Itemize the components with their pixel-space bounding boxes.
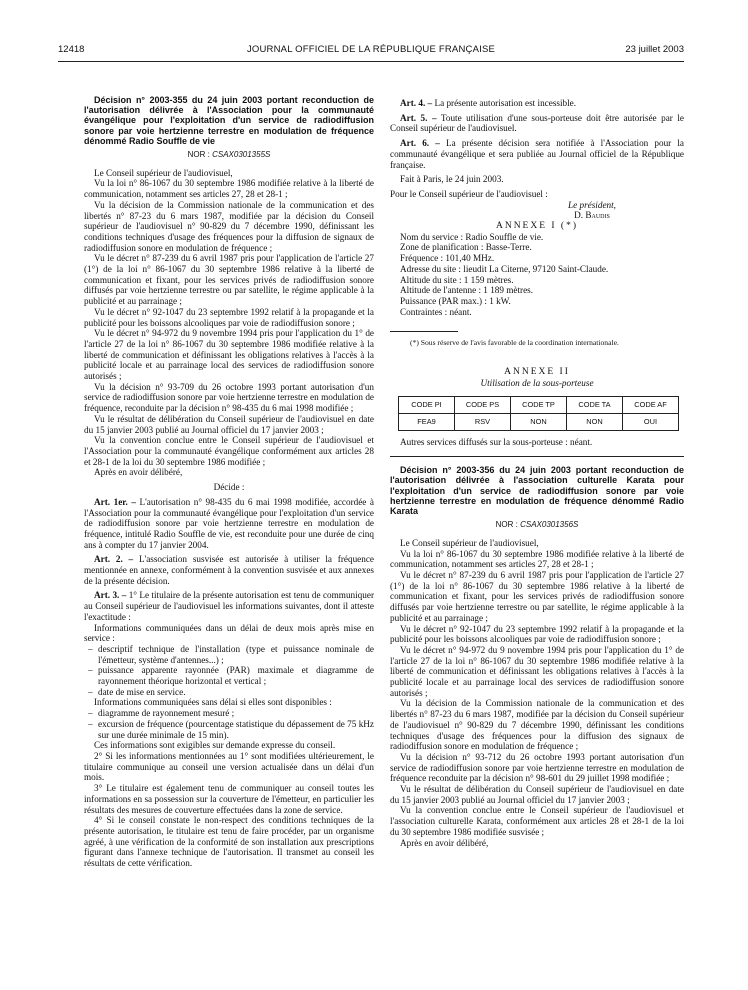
table-header-cell: CODE PI xyxy=(399,397,455,414)
paragraph: 4° Si le conseil constate le non-respect des conditions techniques de la présente autorisation, le titulaire est tenu de faire procéder, par un organisme agréé, à une vérification de la conformité de son installation aux prescriptions figurant dans l'annexe technique de l'autorisation. Il transmet au conseil les résultats de cette vérification. xyxy=(84,815,374,869)
right-column xyxy=(390,98,684,848)
paragraph: Vu le décret n° 87-239 du 6 avril 1987 pris pour l'application de l'article 27 (1°) de la loi n° 86-1067 du 30 septembre 1986 relative à la liberté de communication et fixant, pour les services privés de radiodiffusion sonore diffusés par voie hertzienne terrestre ou par satellite, le régime applicable à la publicité et au parrainage ; xyxy=(84,253,374,307)
done-at: Fait à Paris, le 24 juin 2003. xyxy=(400,174,504,185)
paragraph: Vu la décision de la Commission nationale de la communication et des libertés n° 87-23 du 6 mars 1987, modifiée par la décision du Conseil supérieur de l'audiovisuel n° 90-829 du 7 décembre 1990, définissant les conditions techniques d'usage des fréquences pour la diffusion des signaux de radiodiffusion sonore en modulation de fréquence ; xyxy=(390,698,684,752)
paragraph: 2° Si les informations mentionnées au 1° sont modifiées ultérieurement, le titulaire communique au conseil une version actualisée dans un délai d'un mois. xyxy=(84,750,374,783)
nor-label: NOR : xyxy=(187,150,210,160)
table-header-cell: CODE AF xyxy=(623,397,679,414)
annex-1-item: Nom du service : Radio Souffle de vie. xyxy=(400,231,544,242)
article-text: La présente décision sera notifiée à l'Association pour la communauté évangélique et sera publiée au Journal officiel de la République française. xyxy=(390,138,685,170)
annex-1-item: Altitude de l'antenne : 1 189 mètres. xyxy=(400,285,534,296)
signature-role: Le président, xyxy=(568,199,616,210)
article-label: Art. 5. – xyxy=(400,112,437,123)
nor-code: CSAX0301356S xyxy=(520,520,579,530)
annex-1-item: Zone de planification : Basse-Terre. xyxy=(400,242,532,253)
paragraph: Vu la convention conclue entre le Conseil supérieur de l'audiovisuel et l'association culturelle Karata, conformément aux articles 28 et 28-1 de la loi du 30 septembre 1986 modifiée susvisée ; xyxy=(390,805,684,837)
article-5 xyxy=(390,113,684,134)
table-header-cell: CODE PS xyxy=(455,397,511,414)
table-cell: FEA9 xyxy=(399,414,455,431)
article-1 xyxy=(84,497,374,551)
paragraph: Vu la décision de la Commission nationale de la communication et des libertés n° 87-23 du 6 mars 1987, modifiée par la décision du Conseil supérieur de l'audiovisuel n° 90-829 du 7 décembre 1990, définissant les conditions techniques d'usage des fréquences pour la diffusion de signaux de radiodiffusion sonore en modulation de fréquence ; xyxy=(84,199,374,253)
annex-1-title: ANNEXE I (*) xyxy=(495,221,579,232)
paragraph: 3° Le titulaire est également tenu de communiquer au conseil toutes les informations en sa possession sur la couverture de l'émetteur, en particulier les résultats des mesures de couverture effectuées dans la zone de service. xyxy=(84,783,374,815)
article-text: L'association susvisée est autorisée à utiliser la fréquence mentionnée en annexe, conformément à la convention susvisée et aux annexes de la présente décision. xyxy=(84,554,374,586)
left-column xyxy=(84,95,374,869)
nor-reference xyxy=(390,520,684,531)
paragraph: Vu la loi n° 86-1067 du 30 septembre 1986 modifiée relative à la liberté de communication, notamment ses articles 27, 28 et 28-1 ; xyxy=(390,548,684,570)
paragraph: Vu la loi n° 86-1067 du 30 septembre 1986 modifiée relative à la liberté de communication, notamment ses articles 27, 28 et 28-1 ; xyxy=(84,178,374,200)
publication-date: 23 juillet 2003 xyxy=(625,44,684,55)
paragraph: Le Conseil supérieur de l'audiovisuel, xyxy=(94,167,233,178)
table-cell: RSV xyxy=(455,414,511,431)
article-label: Art. 6. – xyxy=(400,138,440,149)
list-item: – date de mise en service. xyxy=(84,687,374,698)
article-text: 1° Le titulaire de la présente autorisation est tenu de communiquer au Conseil supérieur de l'audiovisuel les informations suivantes, dont il atteste l'exactitude : xyxy=(84,590,375,622)
list-item: – excursion de fréquence (pourcentage statistique du dépassement de 75 kHz sur une durée minimale de 15 min). xyxy=(84,719,374,740)
article-4 xyxy=(390,98,684,109)
annex-2-subtitle: Utilisation de la sous-porteuse xyxy=(480,377,594,388)
article-text: Toute utilisation d'une sous-porteuse doit être autorisée par le Conseil supérieur de l'audiovisuel. xyxy=(390,112,684,134)
other-services: Autres services diffusés sur la sous-porteuse : néant. xyxy=(400,437,593,448)
section-rule xyxy=(390,456,684,457)
paragraph: Après en avoir délibéré, xyxy=(94,467,183,478)
paragraph: Vu le décret n° 92-1047 du 23 septembre 1992 relatif à la propagande et la publicité pour les boissons alcooliques par voie de radiodiffusion sonore ; xyxy=(390,623,684,645)
article-3 xyxy=(84,590,374,622)
info-nodelay-title: Informations communiquées sans délai si elles sont disponibles : xyxy=(94,697,332,708)
paragraph: Vu le décret n° 94-972 du 9 novembre 1994 pris pour l'application du 1° de l'article 27 de la loi n° 86-1067 du 30 septembre 1986 modifiée relative à la liberté de communication et définissant les obligations relatives à l'accès à la publicité locale et au parrainage local des services de radiodiffusion sonore autorisés ; xyxy=(390,644,684,698)
paragraph: Le Conseil supérieur de l'audiovisuel, xyxy=(400,537,539,548)
signature-for: Pour le Conseil supérieur de l'audiovisuel : xyxy=(390,188,548,199)
decide-heading: Décide : xyxy=(213,482,245,493)
paragraph: Vu le décret n° 92-1047 du 23 septembre 1992 relatif à la propagande et la publicité pour les boissons alcooliques par voie de radiodiffusion sonore ; xyxy=(84,306,374,328)
paragraph: Vu le résultat de délibération du Conseil supérieur de l'audiovisuel en date du 15 janvier 2003 publié au Journal officiel du 17 janvier 2003 ; xyxy=(84,413,374,435)
table-row xyxy=(399,414,679,431)
table-header-row xyxy=(399,397,679,414)
footnote-rule xyxy=(390,331,458,332)
nor-label: NOR : xyxy=(495,520,518,530)
paragraph: Vu le décret n° 87-239 du 6 avril 1987 pris pour l'application de l'article 27 (1°) de la loi n° 86-1067 du 30 septembre 1986 relative à la liberté de communication et fixant, pour les services privés de radiodiffusion sonore diffusés par voie hertzienne terrestre ou par satellite, le régime applicable à la publicité et au parrainage ; xyxy=(390,570,684,623)
page-header xyxy=(58,44,684,58)
paragraph: Ces informations sont exigibles sur demande expresse du conseil. xyxy=(94,740,336,751)
header-rule xyxy=(58,61,684,62)
table-cell: NON xyxy=(511,414,567,431)
paragraph: Vu la convention conclue entre le Conseil supérieur de l'audiovisuel et l'Association pour la communauté évangélique conformément aux articles 28 et 28-1 de la loi du 30 septembre 1986 modifiée ; xyxy=(84,435,374,467)
list-item: – puissance apparente rayonnée (PAR) maximale et diagramme de rayonnement théorique horizontal et vertical ; xyxy=(84,665,374,686)
paragraph: Après en avoir délibéré, xyxy=(400,837,489,848)
page-number: 12418 xyxy=(58,44,85,55)
annex-1-item: Contraintes : néant. xyxy=(400,306,472,317)
paragraph: Vu le résultat de délibération du Conseil supérieur de l'audiovisuel en date du 15 janvier 2003 publié au Journal officiel du 17 janvier 2003 ; xyxy=(390,784,684,805)
article-label: Art. 4. – xyxy=(400,98,433,108)
signature-name: D. Baudis xyxy=(574,210,610,221)
annex-2-title: ANNEXE II xyxy=(504,367,570,378)
subcarrier-table xyxy=(398,396,679,431)
annex-1-item: Puissance (PAR max.) : 1 kW. xyxy=(400,295,511,306)
paragraph: Vu le décret n° 94-972 du 9 novembre 1994 pris pour l'application du 1° de l'article 27 de la loi n° 86-1067 du 30 septembre 1986 modifiée relative à la liberté de communication et définissant les obligations relatives à l'accès à la publicité locale et au parrainage local des services de radiodiffusion sonore autorisés ; xyxy=(84,328,374,382)
table-cell: OUI xyxy=(623,414,679,431)
info-delay-title: Informations communiquées dans un délai de deux mois après mise en service : xyxy=(84,622,374,644)
annex-1-item: Adresse du site : lieudit La Citerne, 97120 Saint-Claude. xyxy=(400,263,609,274)
table-header-cell: CODE TA xyxy=(567,397,623,414)
annex-1-item: Fréquence : 101,40 MHz. xyxy=(400,253,495,264)
article-label: Art. 3. – xyxy=(94,590,127,601)
decision-title: Décision n° 2003-355 du 24 juin 2003 portant reconduction de l'autorisation délivrée à l'Association pour la communauté évangélique pour l'exploitation d'un service de radiodiffusion sonore par voie hertzienne terrestre en modulation de fréquence dénommé Radio Souffle de vie xyxy=(84,95,374,146)
paragraph: Vu la décision n° 93-709 du 26 octobre 1993 portant autorisation d'un service de radiodiffusion sonore par voie hertzienne terrestre en modulation de fréquence, reconduite par la décision n° 98-435 du 6 mai 1998 modifiée ; xyxy=(84,381,374,414)
journal-title: JOURNAL OFFICIEL DE LA RÉPUBLIQUE FRANÇAISE xyxy=(246,44,496,55)
decision-2-title: Décision n° 2003-356 du 24 juin 2003 portant reconduction de l'autorisation délivrée à l'association culturelle Karata pour l'exploitation d'un service de radiodiffusion sonore par voie hertzienne terrestre en modulation de fréquence dénommé Radio Karata xyxy=(390,465,684,516)
list-item: – descriptif technique de l'installation (type et puissance nominale de l'émetteur, système d'antennes...) ; xyxy=(84,644,374,665)
article-6 xyxy=(390,138,684,170)
article-label: Art. 1er. – xyxy=(94,496,136,507)
list-item: – diagramme de rayonnement mesuré ; xyxy=(84,708,374,719)
annex-1-item: Altitude du site : 1 159 mètres. xyxy=(400,274,514,285)
paragraph: Vu la décision n° 93-712 du 26 octobre 1993 portant autorisation d'un service de radiodiffusion sonore par voie hertzienne terrestre en modulation de fréquence reconduite par la décision n° 98-601 du 29 juillet 1998 modifiée ; xyxy=(390,751,684,784)
table-cell: NON xyxy=(567,414,623,431)
article-text: La présente autorisation est incessible. xyxy=(434,98,577,108)
table-header-cell: CODE TP xyxy=(511,397,567,414)
article-2 xyxy=(84,554,374,586)
nor-code: CSAX0301355S xyxy=(212,150,271,160)
article-text: L'autorisation n° 98-435 du 6 mai 1998 modifiée, accordée à l'Association pour la communauté évangélique pour l'exploitation d'un service de radiodiffusion sonore par voie hertzienne terrestre en modulation de fréquence, intitulé Radio Souffle de vie, est reconduite pour une durée de cinq ans à compter du 17 janvier 2004. xyxy=(84,496,375,550)
article-label: Art. 2. – xyxy=(94,554,134,565)
annex-1-footnote: (*) Sous réserve de l'avis favorable de la coordination internationale. xyxy=(410,338,619,348)
nor-reference xyxy=(84,150,374,161)
